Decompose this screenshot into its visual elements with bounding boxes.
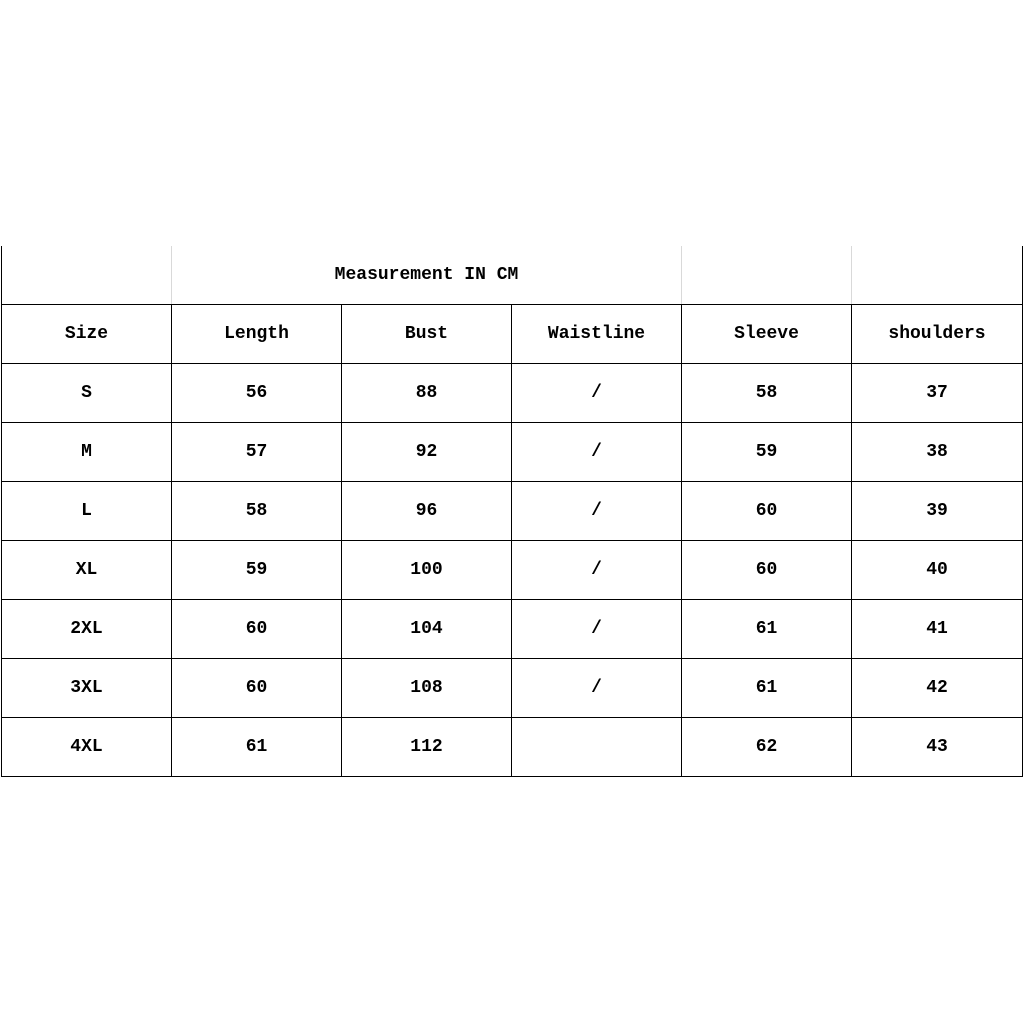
size-cell: 4XL (2, 718, 172, 777)
header-size: Size (2, 305, 172, 364)
header-waistline: Waistline (512, 305, 682, 364)
length-cell: 60 (172, 600, 342, 659)
length-cell: 61 (172, 718, 342, 777)
length-cell: 60 (172, 659, 342, 718)
table-row (2, 659, 1023, 718)
table-title: Measurement IN CM (172, 246, 682, 305)
waistline-cell: / (512, 541, 682, 600)
header-sleeve: Sleeve (682, 305, 852, 364)
bust-cell: 108 (342, 659, 512, 718)
bust-cell: 104 (342, 600, 512, 659)
sleeve-cell: 60 (682, 482, 852, 541)
waistline-cell (512, 718, 682, 777)
bust-cell: 92 (342, 423, 512, 482)
length-cell: 57 (172, 423, 342, 482)
size-cell: XL (2, 541, 172, 600)
length-cell: 58 (172, 482, 342, 541)
table-row (2, 541, 1023, 600)
title-spacer-cell (2, 246, 172, 305)
sleeve-cell: 61 (682, 659, 852, 718)
shoulders-cell: 40 (852, 541, 1023, 600)
table-title-row (2, 246, 1023, 305)
waistline-cell: / (512, 659, 682, 718)
size-cell: 3XL (2, 659, 172, 718)
shoulders-cell: 37 (852, 364, 1023, 423)
table-row (2, 600, 1023, 659)
sleeve-cell: 61 (682, 600, 852, 659)
shoulders-cell: 42 (852, 659, 1023, 718)
bust-cell: 88 (342, 364, 512, 423)
shoulders-cell: 38 (852, 423, 1023, 482)
shoulders-cell: 39 (852, 482, 1023, 541)
sleeve-cell: 62 (682, 718, 852, 777)
waistline-cell: / (512, 600, 682, 659)
bust-cell: 100 (342, 541, 512, 600)
waistline-cell: / (512, 364, 682, 423)
header-bust: Bust (342, 305, 512, 364)
size-cell: S (2, 364, 172, 423)
shoulders-cell: 43 (852, 718, 1023, 777)
table-row (2, 423, 1023, 482)
header-shoulders: shoulders (852, 305, 1023, 364)
title-spacer-cell (852, 246, 1023, 305)
table-row (2, 364, 1023, 423)
shoulders-cell: 41 (852, 600, 1023, 659)
size-cell: 2XL (2, 600, 172, 659)
length-cell: 56 (172, 364, 342, 423)
header-row (2, 305, 1023, 364)
sleeve-cell: 59 (682, 423, 852, 482)
table-row (2, 482, 1023, 541)
waistline-cell: / (512, 423, 682, 482)
size-cell: M (2, 423, 172, 482)
sleeve-cell: 60 (682, 541, 852, 600)
title-spacer-cell (682, 246, 852, 305)
sleeve-cell: 58 (682, 364, 852, 423)
size-cell: L (2, 482, 172, 541)
table-row (2, 718, 1023, 777)
waistline-cell: / (512, 482, 682, 541)
bust-cell: 96 (342, 482, 512, 541)
length-cell: 59 (172, 541, 342, 600)
size-chart-table (1, 246, 1023, 777)
bust-cell: 112 (342, 718, 512, 777)
header-length: Length (172, 305, 342, 364)
